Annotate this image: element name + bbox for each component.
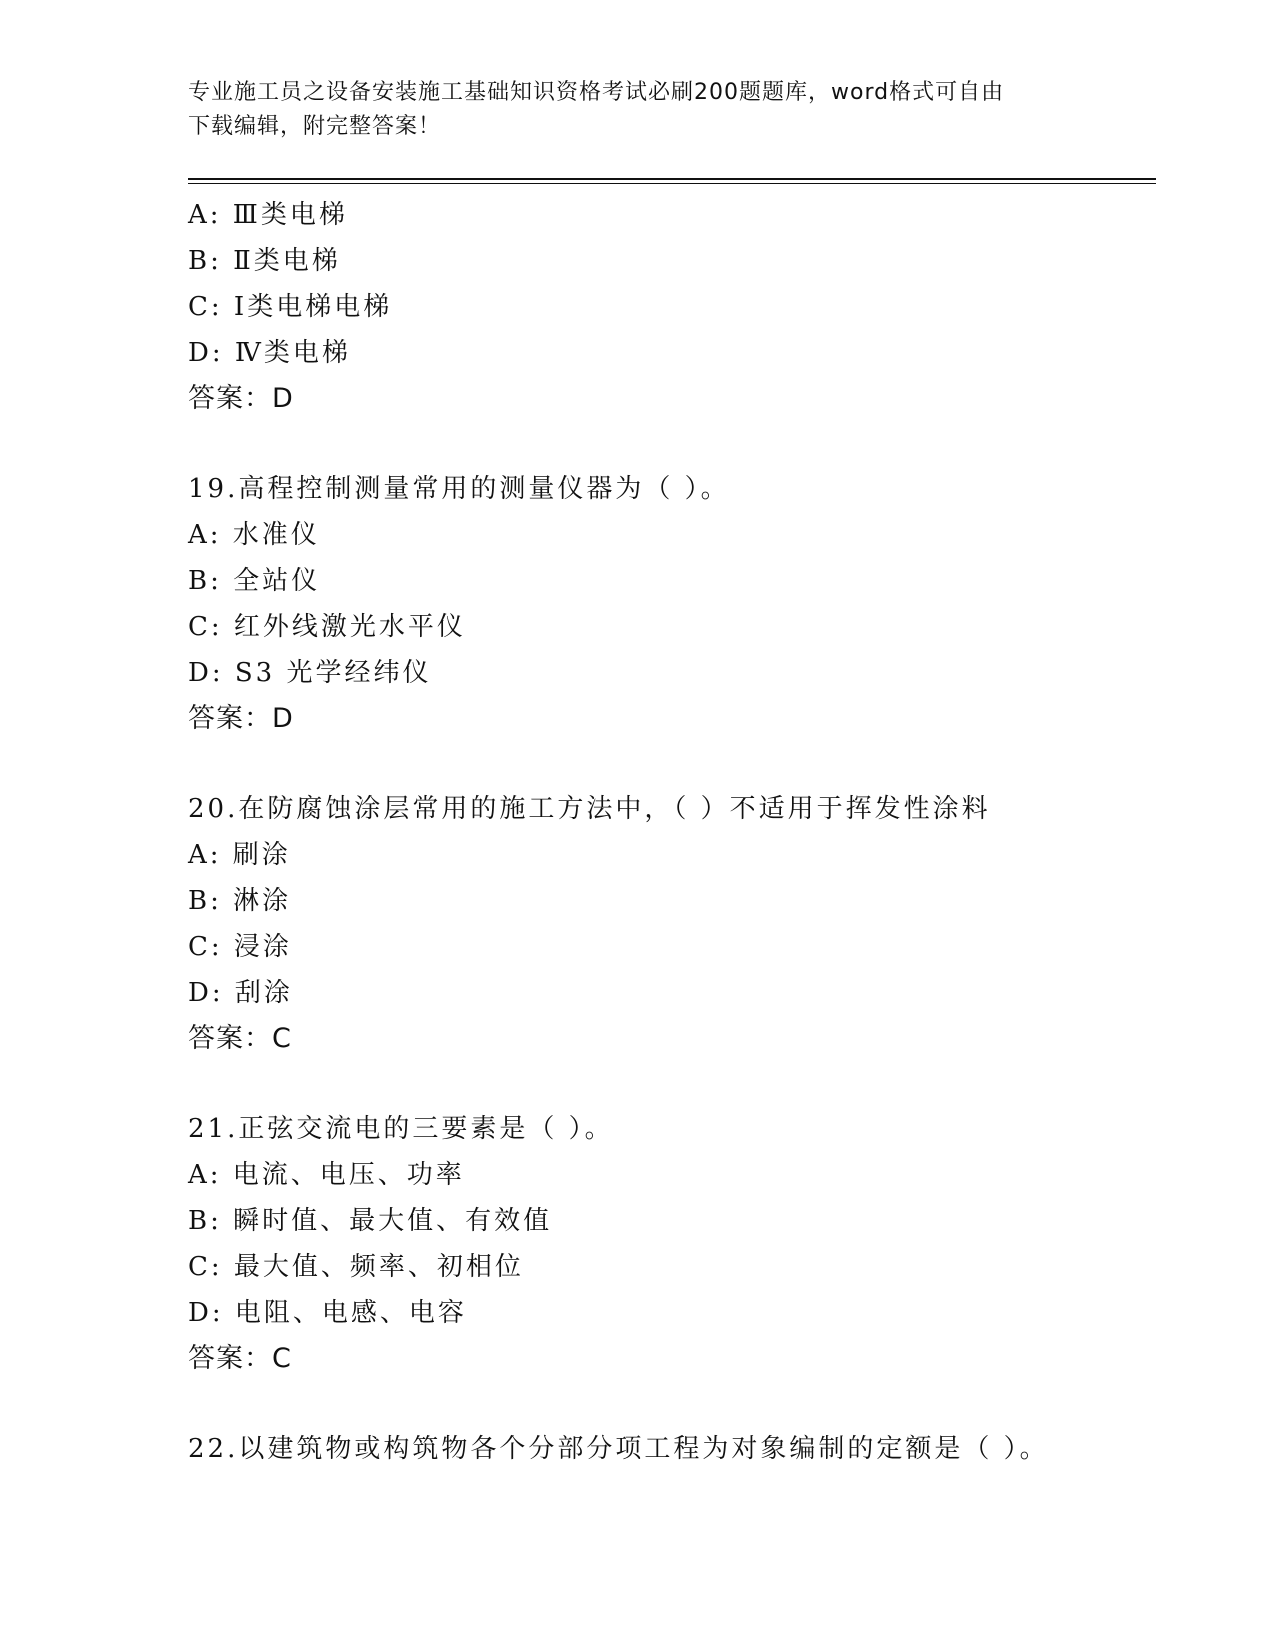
option-b: B: 淋涂 — [188, 886, 292, 916]
header-divider-thick — [188, 178, 1156, 180]
question-19 — [188, 466, 1156, 742]
question-21 — [188, 1106, 1156, 1382]
option-d: D: 刮涂 — [188, 978, 293, 1008]
option-b: B: Ⅱ类电梯 — [188, 246, 341, 276]
answer: 答案：C — [188, 1343, 292, 1374]
answer: 答案：C — [188, 1023, 292, 1054]
option-a: A: 电流、电压、功率 — [188, 1160, 465, 1190]
question-20 — [188, 786, 1156, 1062]
question-22 — [188, 1426, 1156, 1472]
option-c: C: Ⅰ类电梯电梯 — [188, 292, 393, 322]
question-stem: 22.以建筑物或构筑物各个分部分项工程为对象编制的定额是（ ）。 — [188, 1434, 1049, 1464]
header-divider-thin — [188, 183, 1156, 184]
option-b: B: 瞬时值、最大值、有效值 — [188, 1206, 553, 1236]
option-d: D: 电阻、电感、电容 — [188, 1298, 467, 1328]
option-a: A: 水准仪 — [188, 520, 320, 550]
question-18-continuation — [188, 192, 1156, 422]
option-c: C: 红外线激光水平仪 — [188, 612, 466, 642]
question-stem: 21.正弦交流电的三要素是（ ）。 — [188, 1114, 614, 1144]
header-line-1: 专业施工员之设备安装施工基础知识资格考试必刷200题题库，word格式可自由 — [188, 80, 1005, 105]
answer: 答案：D — [188, 383, 294, 414]
answer: 答案：D — [188, 703, 294, 734]
option-c: C: 最大值、频率、初相位 — [188, 1252, 524, 1282]
document-header — [188, 76, 1088, 144]
option-a: A: Ⅲ类电梯 — [188, 200, 348, 230]
question-list — [188, 192, 1156, 1472]
option-b: B: 全站仪 — [188, 566, 321, 596]
option-c: C: 浸涂 — [188, 932, 292, 962]
question-stem: 19.高程控制测量常用的测量仪器为（ ）。 — [188, 474, 730, 504]
option-a: A: 刷涂 — [188, 840, 291, 870]
option-d: D: Ⅳ类电梯 — [188, 338, 351, 368]
option-d: D: S3 光学经纬仪 — [188, 658, 432, 688]
question-stem: 20.在防腐蚀涂层常用的施工方法中，（ ）不适用于挥发性涂料 — [188, 794, 991, 824]
header-line-2: 下载编辑，附完整答案！ — [188, 114, 442, 139]
